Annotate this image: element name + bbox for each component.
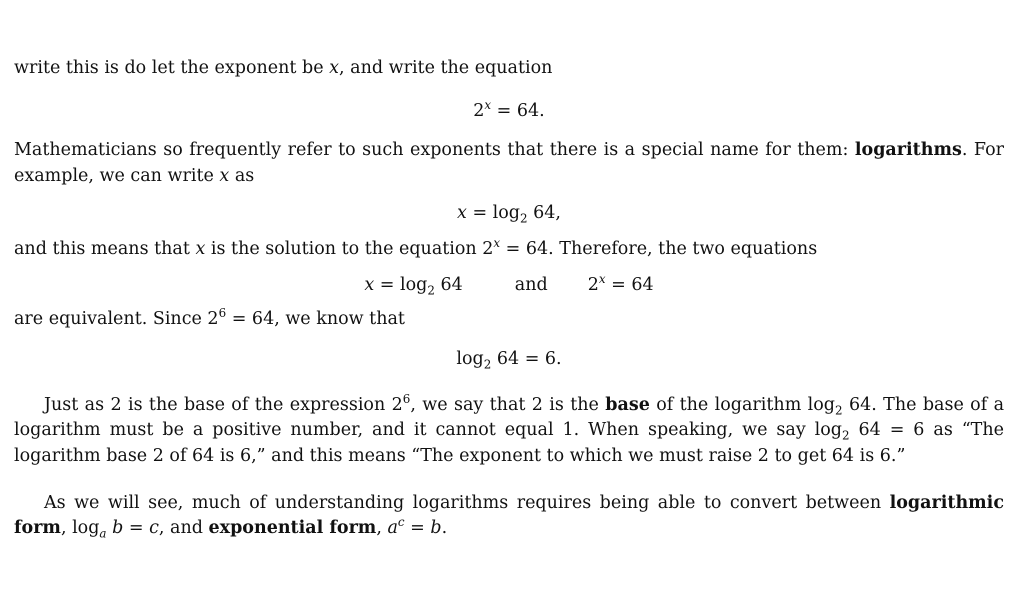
exponent-x: x — [484, 98, 492, 113]
spacer — [14, 332, 1004, 349]
equation-2x-equals-64: $2^x = 64$. — [473, 98, 545, 122]
spacer — [14, 223, 1004, 237]
paragraph-logarithms-definition: Mathematicians so frequently refer to such exponents that there is a special name for them: logarithms. For example, we can write x as — [14, 140, 1004, 186]
paragraph-intro: write this is do let the exponent be x, and write the equation — [14, 58, 553, 78]
log-base-2: 2 — [520, 211, 528, 226]
term-base: base — [605, 394, 650, 415]
exponent-6: 6 — [218, 305, 227, 320]
spacer — [14, 121, 1004, 138]
paragraph-equivalent: are equivalent. Since $2^6 = 64$, we know that — [14, 305, 405, 329]
term-exponential-form: exponential form — [208, 518, 377, 539]
term-logarithmic-form: logarithmic form — [14, 493, 1004, 539]
equation-log2-64-equals-6: $\log_2 64 = 6$. — [456, 348, 562, 372]
variable-x: x — [329, 58, 340, 78]
spacer — [14, 469, 1004, 491]
equation-pair-equivalent: $x = \log_2 64$ and $2^x = 64$ — [364, 271, 654, 297]
spacer — [14, 369, 1004, 393]
spacer — [14, 81, 1004, 101]
paragraph-base-explanation: Just as 2 is the base of the expression $2^6$, we say that 2 is the base of the logarithm $\log_2 64$. The base of a logarithm must be a positive number, and it cannot equal 1. When speaking, we say $\log_2 64 = 6$ as “The logarithm base 2 of 64 is 6,” and this means “The exponent to which we must raise 2 to get 64 is 6.” — [14, 392, 1004, 466]
spacer — [14, 189, 1004, 203]
equation-x-equals-log2-64: $x = \log_2 64$, — [457, 203, 561, 226]
spacer — [14, 263, 1004, 275]
spacer — [14, 295, 1004, 307]
variable-x: x — [219, 165, 230, 186]
paragraph-solution-meaning: and this means that x is the solution to the equation $2^x = 64$. Therefore, the two equations — [14, 236, 818, 260]
paragraph-forms-conversion: As we will see, much of understanding logarithms requires being able to convert between logarithmic form, $\log_a b = c$, and exponential form, $a^c = b$. — [14, 493, 1004, 541]
term-logarithms: logarithms — [854, 140, 962, 161]
